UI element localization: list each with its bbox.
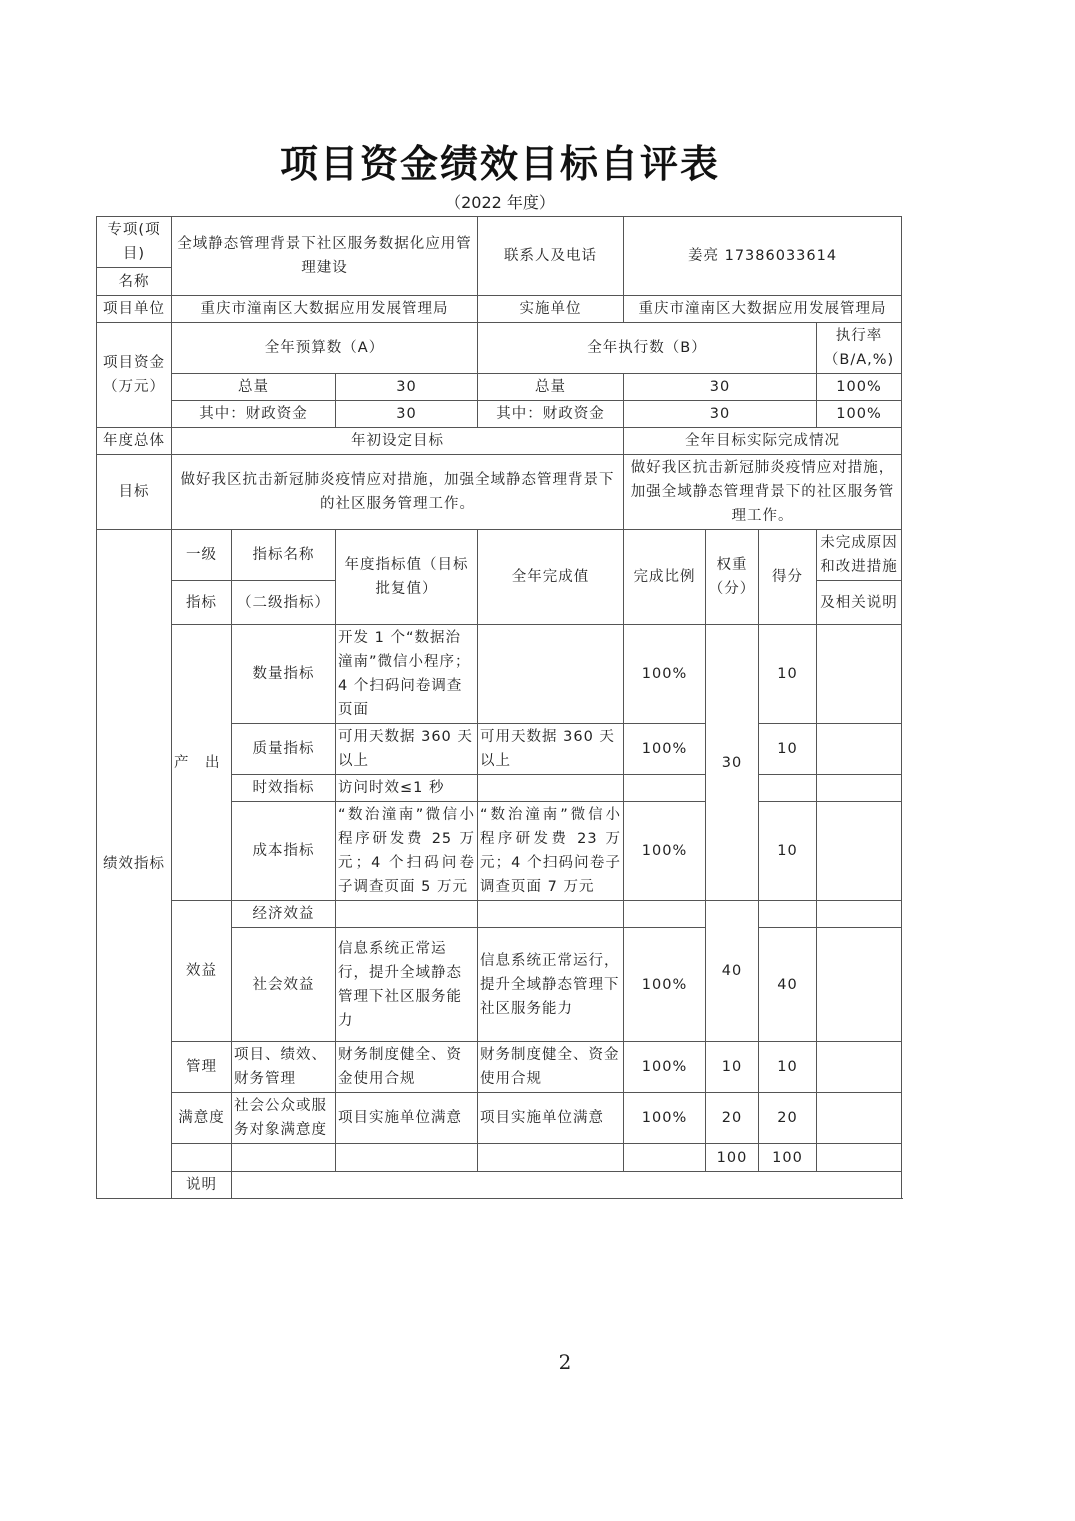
project-name-label-2: 名称 (97, 268, 172, 296)
quantity-score: 10 (759, 625, 817, 724)
econ-target (336, 901, 478, 928)
fiscal-rate-value: 100% (817, 401, 902, 428)
social-name: 社会效益 (232, 928, 336, 1042)
header-score: 得分 (759, 530, 817, 625)
evaluation-table (96, 216, 902, 1199)
goals-actual-header: 全年目标实际完成情况 (624, 428, 902, 455)
time-score (759, 775, 817, 802)
cost-target: “数治潼南”微信小程序研发费 25 万元；4 个扫码问卷子调查页面 5 万元 (336, 802, 478, 901)
header-weight: 权重（分） (706, 530, 759, 625)
total-exec-label: 总量 (478, 374, 624, 401)
time-complete (478, 775, 624, 802)
total-row-reason (817, 1144, 902, 1172)
econ-score (759, 901, 817, 928)
total-row-ratio (624, 1144, 706, 1172)
sat-target: 项目实施单位满意 (336, 1093, 478, 1144)
header-reason-b: 及相关说明 (817, 581, 902, 625)
budget-header: 全年预算数（A） (172, 323, 478, 374)
benefit-level1: 效益 (172, 901, 232, 1042)
time-reason (817, 775, 902, 802)
quality-name: 质量指标 (232, 724, 336, 775)
page-title: 项目资金绩效目标自评表 (279, 141, 720, 186)
quality-score: 10 (759, 724, 817, 775)
header-level1-b: 指标 (172, 581, 232, 625)
impl-value: 重庆市潼南区大数据应用发展管理局 (624, 296, 902, 323)
time-name: 时效指标 (232, 775, 336, 802)
total-rate-value: 100% (817, 374, 902, 401)
mgmt-ratio: 100% (624, 1042, 706, 1093)
contact-value: 姜亮 17386033614 (624, 217, 902, 296)
total-row-name (232, 1144, 336, 1172)
total-row-complete (478, 1144, 624, 1172)
total-score: 100 (759, 1144, 817, 1172)
header-ratio: 完成比例 (624, 530, 706, 625)
sat-complete: 项目实施单位满意 (478, 1093, 624, 1144)
header-name-b: （二级指标） (232, 581, 336, 625)
time-target: 访问时效≤1 秒 (336, 775, 478, 802)
econ-complete (478, 901, 624, 928)
notes-label: 说明 (172, 1172, 232, 1199)
goals-set-header: 年初设定目标 (172, 428, 624, 455)
funds-label: 项目资金（万元） (97, 323, 172, 428)
cost-ratio: 100% (624, 802, 706, 901)
econ-name: 经济效益 (232, 901, 336, 928)
header-complete-value: 全年完成值 (478, 530, 624, 625)
total-budget-value: 30 (336, 374, 478, 401)
mgmt-complete: 财务制度健全、资金使用合规 (478, 1042, 624, 1093)
page-subtitle: （2022 年度） (445, 193, 555, 212)
total-row-level1 (172, 1144, 232, 1172)
header-name: 指标名称 (232, 530, 336, 581)
econ-ratio (624, 901, 706, 928)
cost-complete: “数治潼南”微信小程序研发费 23 万元；4 个扫码问卷子调查页面 7 万元 (478, 802, 624, 901)
project-name-label: 专项(项目) (97, 217, 172, 268)
social-target: 信息系统正常运行，提升全域静态管理下社区服务能力 (336, 928, 478, 1042)
sat-name: 社会公众或服务对象满意度 (232, 1093, 336, 1144)
social-complete: 信息系统正常运行，提升全域静态管理下社区服务能力 (478, 928, 624, 1042)
social-reason (817, 928, 902, 1042)
contact-label: 联系人及电话 (478, 217, 624, 296)
mgmt-target: 财务制度健全、资金使用合规 (336, 1042, 478, 1093)
rate-header: 执行率（B/A,%) (817, 323, 902, 374)
indicators-section-label: 绩效指标 (97, 530, 172, 1199)
fiscal-exec-label: 其中：财政资金 (478, 401, 624, 428)
sat-ratio: 100% (624, 1093, 706, 1144)
unit-label: 项目单位 (97, 296, 172, 323)
header-annual-target: 年度指标值（目标批复值） (336, 530, 478, 625)
goals-actual-text: 做好我区抗击新冠肺炎疫情应对措施，加强全域静态管理背景下的社区服务管理工作。 (624, 455, 902, 530)
cost-name: 成本指标 (232, 802, 336, 901)
quantity-name: 数量指标 (232, 625, 336, 724)
quality-reason (817, 724, 902, 775)
fiscal-budget-label: 其中：财政资金 (172, 401, 336, 428)
output-level1: 产 出 (172, 625, 232, 901)
social-ratio: 100% (624, 928, 706, 1042)
output-weight: 30 (706, 625, 759, 901)
exec-header: 全年执行数（B） (478, 323, 817, 374)
quantity-target: 开发 1 个“数据治潼南”微信小程序；4 个扫码问卷调查页面 (336, 625, 478, 724)
total-row-target (336, 1144, 478, 1172)
mgmt-name: 项目、绩效、财务管理 (232, 1042, 336, 1093)
sat-level1: 满意度 (172, 1093, 232, 1144)
econ-reason (817, 901, 902, 928)
mgmt-level1: 管理 (172, 1042, 232, 1093)
quality-complete: 可用天数据 360 天以上 (478, 724, 624, 775)
time-ratio (624, 775, 706, 802)
header-reason: 未完成原因和改进措施 (817, 530, 902, 581)
quantity-complete (478, 625, 624, 724)
impl-label: 实施单位 (478, 296, 624, 323)
total-weight: 100 (706, 1144, 759, 1172)
quality-target: 可用天数据 360 天以上 (336, 724, 478, 775)
project-name-value: 全域静态管理背景下社区服务数据化应用管理建设 (172, 217, 478, 296)
social-score: 40 (759, 928, 817, 1042)
cost-reason (817, 802, 902, 901)
fiscal-exec-value: 30 (624, 401, 817, 428)
total-exec-value: 30 (624, 374, 817, 401)
mgmt-score: 10 (759, 1042, 817, 1093)
quantity-ratio: 100% (624, 625, 706, 724)
benefit-weight: 40 (706, 901, 759, 1042)
notes-value (232, 1172, 902, 1199)
cost-score: 10 (759, 802, 817, 901)
quality-ratio: 100% (624, 724, 706, 775)
total-budget-label: 总量 (172, 374, 336, 401)
sat-score: 20 (759, 1093, 817, 1144)
mgmt-reason (817, 1042, 902, 1093)
goals-label-2: 目标 (97, 455, 172, 530)
sat-weight: 20 (706, 1093, 759, 1144)
fiscal-budget-value: 30 (336, 401, 478, 428)
goals-label: 年度总体 (97, 428, 172, 455)
header-level1: 一级 (172, 530, 232, 581)
mgmt-weight: 10 (706, 1042, 759, 1093)
unit-value: 重庆市潼南区大数据应用发展管理局 (172, 296, 478, 323)
sat-reason (817, 1093, 902, 1144)
quantity-reason (817, 625, 902, 724)
goals-set-text: 做好我区抗击新冠肺炎疫情应对措施，加强全域静态管理背景下的社区服务管理工作。 (172, 455, 624, 530)
page-number: 2 (558, 1350, 572, 1374)
